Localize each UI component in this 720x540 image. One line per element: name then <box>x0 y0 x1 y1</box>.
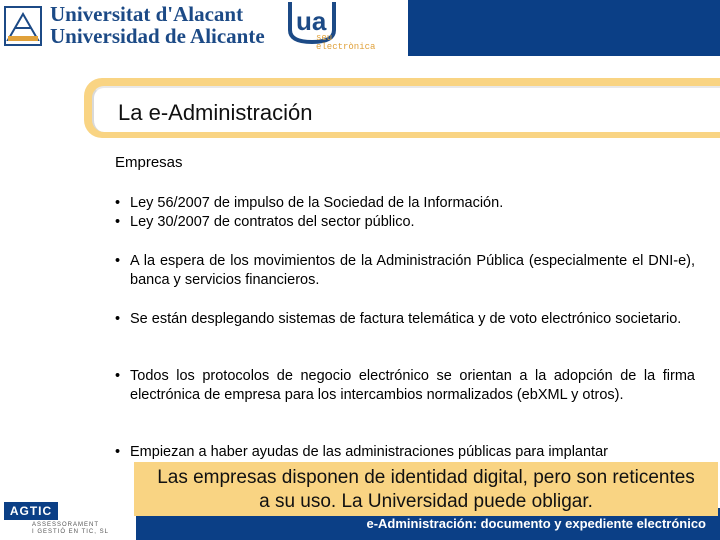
bullet-item <box>115 213 695 232</box>
slide-header <box>0 0 720 58</box>
bullet-text: Se están desplegando sistemas de factura telemática y de voto electrónico societario. <box>130 311 682 327</box>
callout-line2: a su uso. La Universidad puede obligar. <box>259 491 593 512</box>
agtic-subtitle-line2: I GESTIÓ EN TIC, SL <box>32 529 109 535</box>
bullet-text: Ley 30/2007 de contratos del sector público. <box>130 214 415 230</box>
bullet-dot: • <box>115 444 121 460</box>
agtic-subtitle <box>32 522 109 536</box>
ua-subtitle <box>316 34 375 52</box>
bullet-item <box>115 443 695 462</box>
university-name-line1: Universitat d'Alacant <box>50 2 244 26</box>
header-blue-bar <box>408 0 720 56</box>
bullet-text: Ley 56/2007 de impulso de la Sociedad de la Información. <box>130 195 504 211</box>
bullet-text: A la espera de los movimientos de la Administración Pública (especialmente el DNI-e), banca y servicios financieros. <box>130 253 695 288</box>
bullet-item <box>115 252 695 290</box>
section-title: Empresas <box>115 154 183 171</box>
callout-line1: Las empresas disponen de identidad digital, pero son reticentes <box>157 467 695 488</box>
university-name-line2: Universidad de Alicante <box>50 24 265 48</box>
footer-text: e-Administración: documento y expediente electrónico <box>366 516 706 531</box>
bullet-dot: • <box>115 311 121 327</box>
bullet-text: Empiezan a haber ayudas de las administraciones públicas para implantar <box>130 444 608 460</box>
bullet-item <box>115 310 695 329</box>
bullet-item <box>115 367 695 405</box>
bullet-dot: • <box>115 195 121 211</box>
ua-logo-text: ua <box>296 6 327 36</box>
bullet-dot: • <box>115 214 121 230</box>
slide-title: La e-Administración <box>118 100 313 125</box>
bullet-text: Todos los protocolos de negocio electrónico se orientan a la adopción de la firma electrónica de empresa para los intercambios normalizados (ebXML y otros). <box>130 368 695 403</box>
bullet-dot: • <box>115 253 121 269</box>
agtic-subtitle-line1: ASSESSORAMENT <box>32 522 100 528</box>
callout-box <box>134 462 718 516</box>
agtic-logo: AGTIC <box>4 502 58 520</box>
university-name <box>50 3 265 47</box>
bullet-dot: • <box>115 368 121 384</box>
university-shield-icon <box>4 6 42 46</box>
ua-subtitle-line2: electrònica <box>316 42 376 52</box>
ua-subtitle-line1: seu <box>316 33 333 43</box>
bullet-item <box>115 194 695 213</box>
